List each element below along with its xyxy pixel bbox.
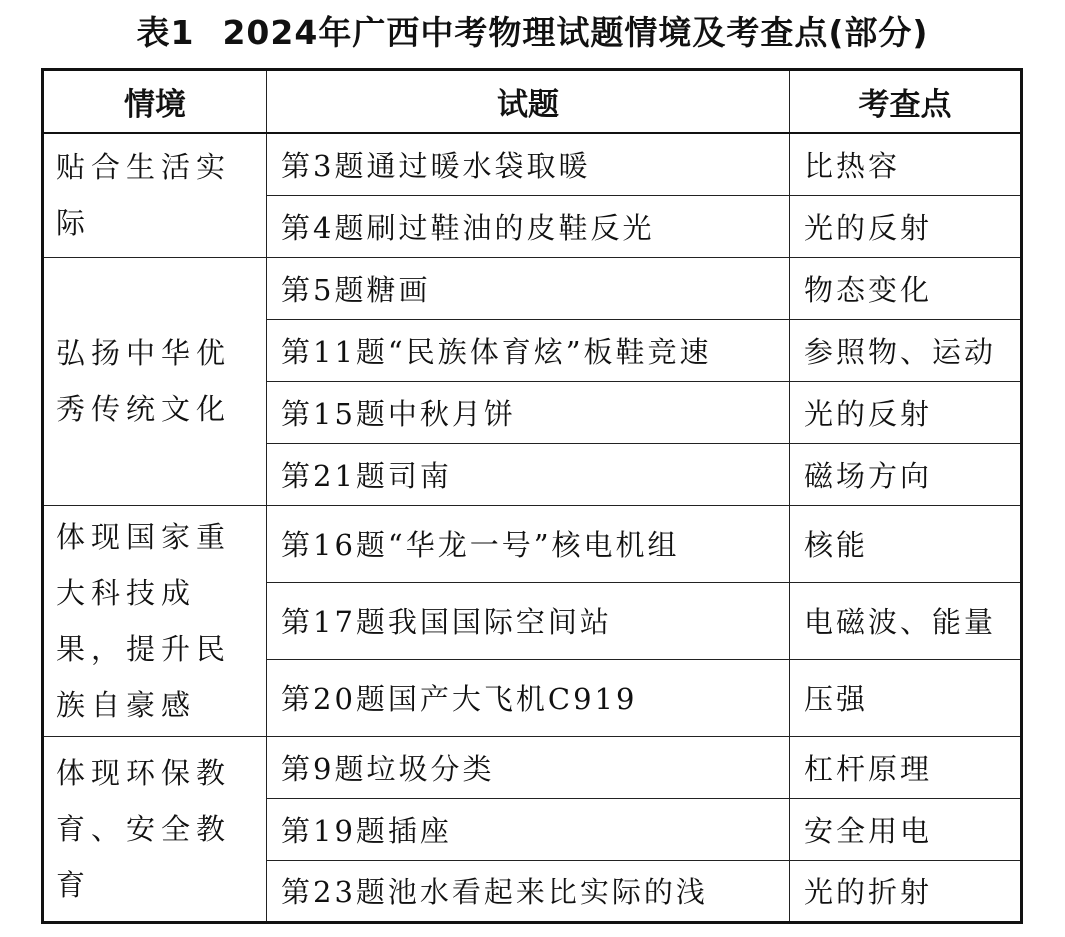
point-cell: 光的折射 [790, 860, 1022, 922]
context-cell: 弘扬中华优秀传统文化 [43, 257, 267, 505]
point-cell: 参照物、运动 [790, 319, 1022, 381]
table-row [43, 505, 1022, 582]
header-question: 试题 [267, 70, 790, 134]
question-cell: 第5题糖画 [267, 257, 790, 319]
question-cell: 第15题中秋月饼 [267, 381, 790, 443]
point-cell: 光的反射 [790, 381, 1022, 443]
header-context: 情境 [43, 70, 267, 134]
question-cell: 第16题“华龙一号”核电机组 [267, 505, 790, 582]
table-caption [0, 8, 1065, 58]
table-number: 表1 [136, 13, 195, 52]
header-row [43, 70, 1022, 134]
point-cell: 比热容 [790, 133, 1022, 195]
context-cell: 体现国家重大科技成果，提升民族自豪感 [43, 505, 267, 736]
point-cell: 压强 [790, 659, 1022, 736]
table-title: 2024年广西中考物理试题情境及考查点(部分) [222, 13, 929, 52]
table-row [43, 133, 1022, 195]
question-cell: 第4题刷过鞋油的皮鞋反光 [267, 195, 790, 257]
point-cell: 安全用电 [790, 798, 1022, 860]
table-row [43, 257, 1022, 319]
table-row [43, 736, 1022, 798]
question-cell: 第19题插座 [267, 798, 790, 860]
question-cell: 第3题通过暖水袋取暖 [267, 133, 790, 195]
context-cell: 体现环保教育、安全教育 [43, 736, 267, 922]
header-point: 考查点 [790, 70, 1022, 134]
question-cell: 第21题司南 [267, 443, 790, 505]
point-cell: 光的反射 [790, 195, 1022, 257]
point-cell: 磁场方向 [790, 443, 1022, 505]
point-cell: 杠杆原理 [790, 736, 1022, 798]
question-cell: 第23题池水看起来比实际的浅 [267, 860, 790, 922]
context-cell: 贴合生活实际 [43, 133, 267, 257]
physics-context-table [41, 68, 1023, 924]
question-cell: 第11题“民族体育炫”板鞋竞速 [267, 319, 790, 381]
question-cell: 第17题我国国际空间站 [267, 582, 790, 659]
question-cell: 第20题国产大飞机C919 [267, 659, 790, 736]
point-cell: 核能 [790, 505, 1022, 582]
point-cell: 物态变化 [790, 257, 1022, 319]
question-cell: 第9题垃圾分类 [267, 736, 790, 798]
point-cell: 电磁波、能量 [790, 582, 1022, 659]
